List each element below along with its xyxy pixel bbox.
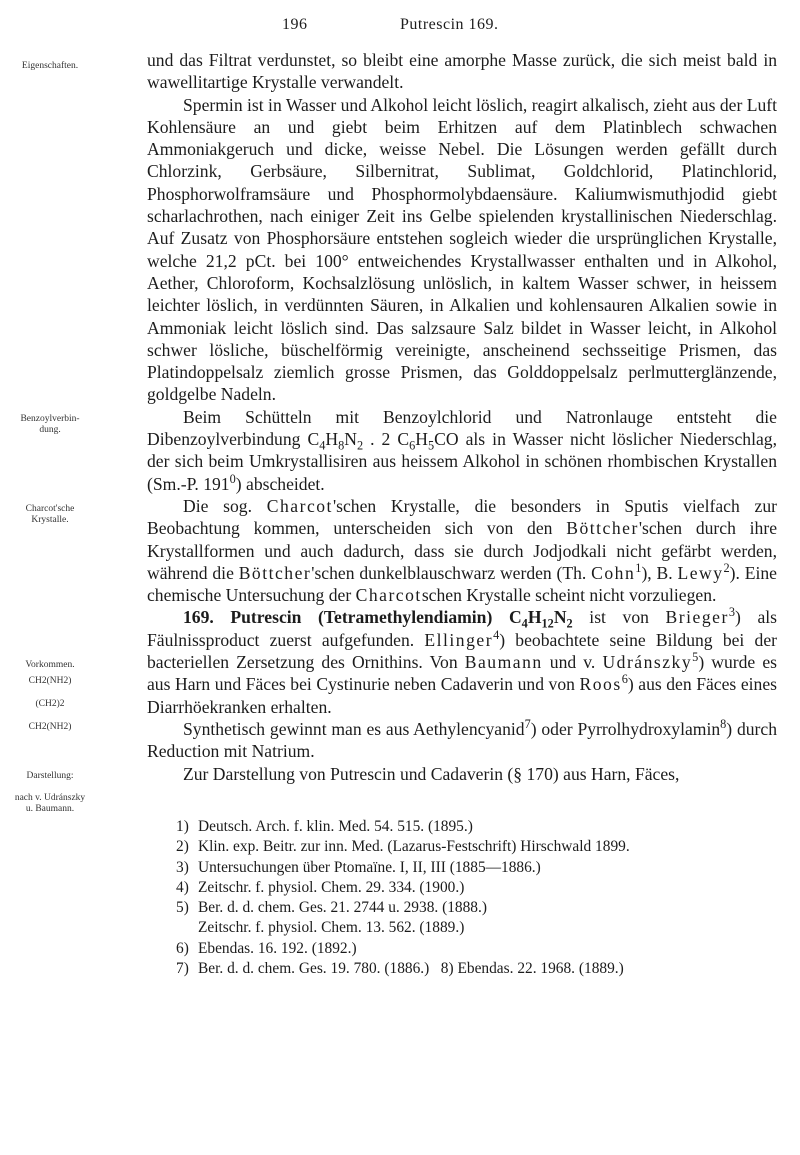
footnote-7-8: 7) Ber. d. d. chem. Ges. 19. 780. (1886.) 8) Ebendas. 22. 1968. (1889.) — [176, 960, 624, 978]
margin-note-line: u. Baumann. — [25, 804, 75, 814]
page-number: 196 — [282, 16, 308, 33]
margin-note-line: Benzoylverbin- — [20, 414, 80, 424]
footnote-2: 2) Klin. exp. Beitr. zur inn. Med. (Lazarus-Festschrift) Hirschwald 1899. — [176, 838, 630, 856]
formula-line: CH2(NH2) — [28, 722, 72, 732]
footnote-3: 3) Untersuchungen über Ptomaïne. I, II, III (1885—1886.) — [176, 858, 541, 876]
margin-note-vorkommen: Vorkommen. — [25, 660, 75, 670]
margin-note-benzoyl — [0, 414, 100, 436]
footnote-4: 4) Zeitschr. f. physiol. Chem. 29. 334. (1900.) — [176, 878, 465, 896]
footnote-1: 1) Deutsch. Arch. f. klin. Med. 54. 515. (1895.) — [176, 818, 473, 835]
paragraph-spermin: Spermin ist in Wasser und Alkohol leicht löslich, reagirt alkalisch, zieht aus der Luft Kohlensäure an und giebt beim Erhitzen auf dem Platinblech schwachen Ammoniakgeruch und dicke, weisse Nebel. Die Lösungen werden gefällt durch Chlorzink, Gerbsäure, Silbernitrat, Sublimat, Goldchlorid, Platinchlorid, Phosphorwolframsäure und Phosphormolybdaensäure. Kaliumwismuthjodid giebt scharlachrothen, nach einiger Zeit ins Gelbe spielenden krystallinischen Niederschlag. Auf Zusatz von Phosphorsäure entstehen sogleich wieder die ursprünglichen Krystalle, welche 21,2 pCt. bei 100° entweichendes Krystallwasser enthalten und in Alkohol, Aether, Chloroform, Kochsalzlösung unlöslich, in kaltem Wasser schwer, in heissem leichter löslich, in verdünnten Säuren, in Alkalien und kohlensauren Alkalien sowie in Ammoniak leicht löslich sind. Das salzsaure Salz bildet in Wasser leicht, in Alkohol schwer lösliche, büschelförmig vereinigte, anscheinend sechsseitige Prismen, das Platindoppelsalz ziemlich grosse Prismen, das Golddoppelsalz perlmutterglänzende, goldgelbe Nadeln. — [147, 94, 777, 405]
paragraph-synthese: Synthetisch gewinnt man es aus Aethylencyanid$^7$) oder Pyrrolhydroxylamin$^8$) durch Reduction mit Natrium. — [147, 717, 778, 762]
paragraph-putrescin: 169. Putrescin (Tetramethylendiamin) $C_4H_{12}N_2$ ist von Brieger$^3$) als Fäulnissproduct zuerst aufgefunden. Ellinger$^4$) beobachtete seine Bildung bei der bacteriellen Zersetzung des Ornithins. Von Baumann und v. Udránszky$^5$) wurde es aus Harn und Fäces bei Cystinurie neben Cadaverin und von Roos$^6$) aus den Fäces eines Diarrhöekranken erhalten. — [147, 605, 777, 717]
margin-note-line: Charcot'sche — [25, 504, 75, 514]
margin-note-line: nach v. Udránszky — [14, 793, 86, 803]
margin-note-formula — [0, 676, 100, 733]
margin-note-line: dung. — [39, 425, 61, 435]
footnote-5-continued: Zeitschr. f. physiol. Chem. 13. 562. (1889.) — [198, 919, 465, 937]
running-title: Putrescin 169. — [400, 16, 499, 33]
paragraph-benzoyl: Beim Schütteln mit Benzoylchlorid und Natronlauge entsteht die Dibenzoylverbindung $C_4H_8N_2$ . 2 $C_6H_5CO$ als in Wasser nicht löslicher Niederschlag, der sich beim Umkrystallisiren aus heissem Alkohol in schönen rhombischen Krystallen (Sm.-P. $191^0$) abscheidet. — [147, 406, 777, 494]
footnotes — [176, 817, 776, 979]
main-text — [147, 49, 777, 785]
paragraph-darstellung: Zur Darstellung von Putrescin und Cadaverin (§ 170) aus Harn, Fäces, — [183, 763, 680, 784]
section-heading-putrescin: 169. Putrescin (Tetramethylendiamin) C — [183, 607, 522, 628]
margin-note-darstellung: Darstellung: — [26, 771, 74, 781]
margin-note-nach — [0, 793, 100, 815]
margin-note-line: Krystalle. — [31, 515, 69, 525]
page-header — [0, 2, 800, 36]
footnote-5: 5) Ber. d. d. chem. Ges. 21. 2744 u. 2938. (1888.) — [176, 899, 487, 917]
formula-line: CH2(NH2) — [28, 676, 72, 686]
paragraph-charcot: Die sog. Charcot'schen Krystalle, die besonders in Sputis vielfach zur Beobachtung kommen, unterscheiden sich von den Böttcher'schen durch ihre Krystallformen und auch dadurch, dass sie durch Jodjodkali nicht gefärbt werden, während die Böttcher'schen dunkelblauschwarz werden (Th. Cohn$^1$), B. Lewy$^2$). Eine chemische Untersuchung der Charcotschen Krystalle scheint nicht vorzuliegen. — [147, 495, 777, 606]
margin-note-eigenschaften: Eigenschaften. — [21, 61, 79, 71]
paragraph-filtrat: und das Filtrat verdunstet, so bleibt eine amorphe Masse zurück, die sich meist bald in wawellitartige Krystalle verwandelt. — [147, 50, 777, 93]
margin-note-charcot — [0, 504, 100, 526]
formula-line: (CH2)2 — [35, 699, 65, 709]
footnote-6: 6) Ebendas. 16. 192. (1892.) — [176, 939, 357, 957]
